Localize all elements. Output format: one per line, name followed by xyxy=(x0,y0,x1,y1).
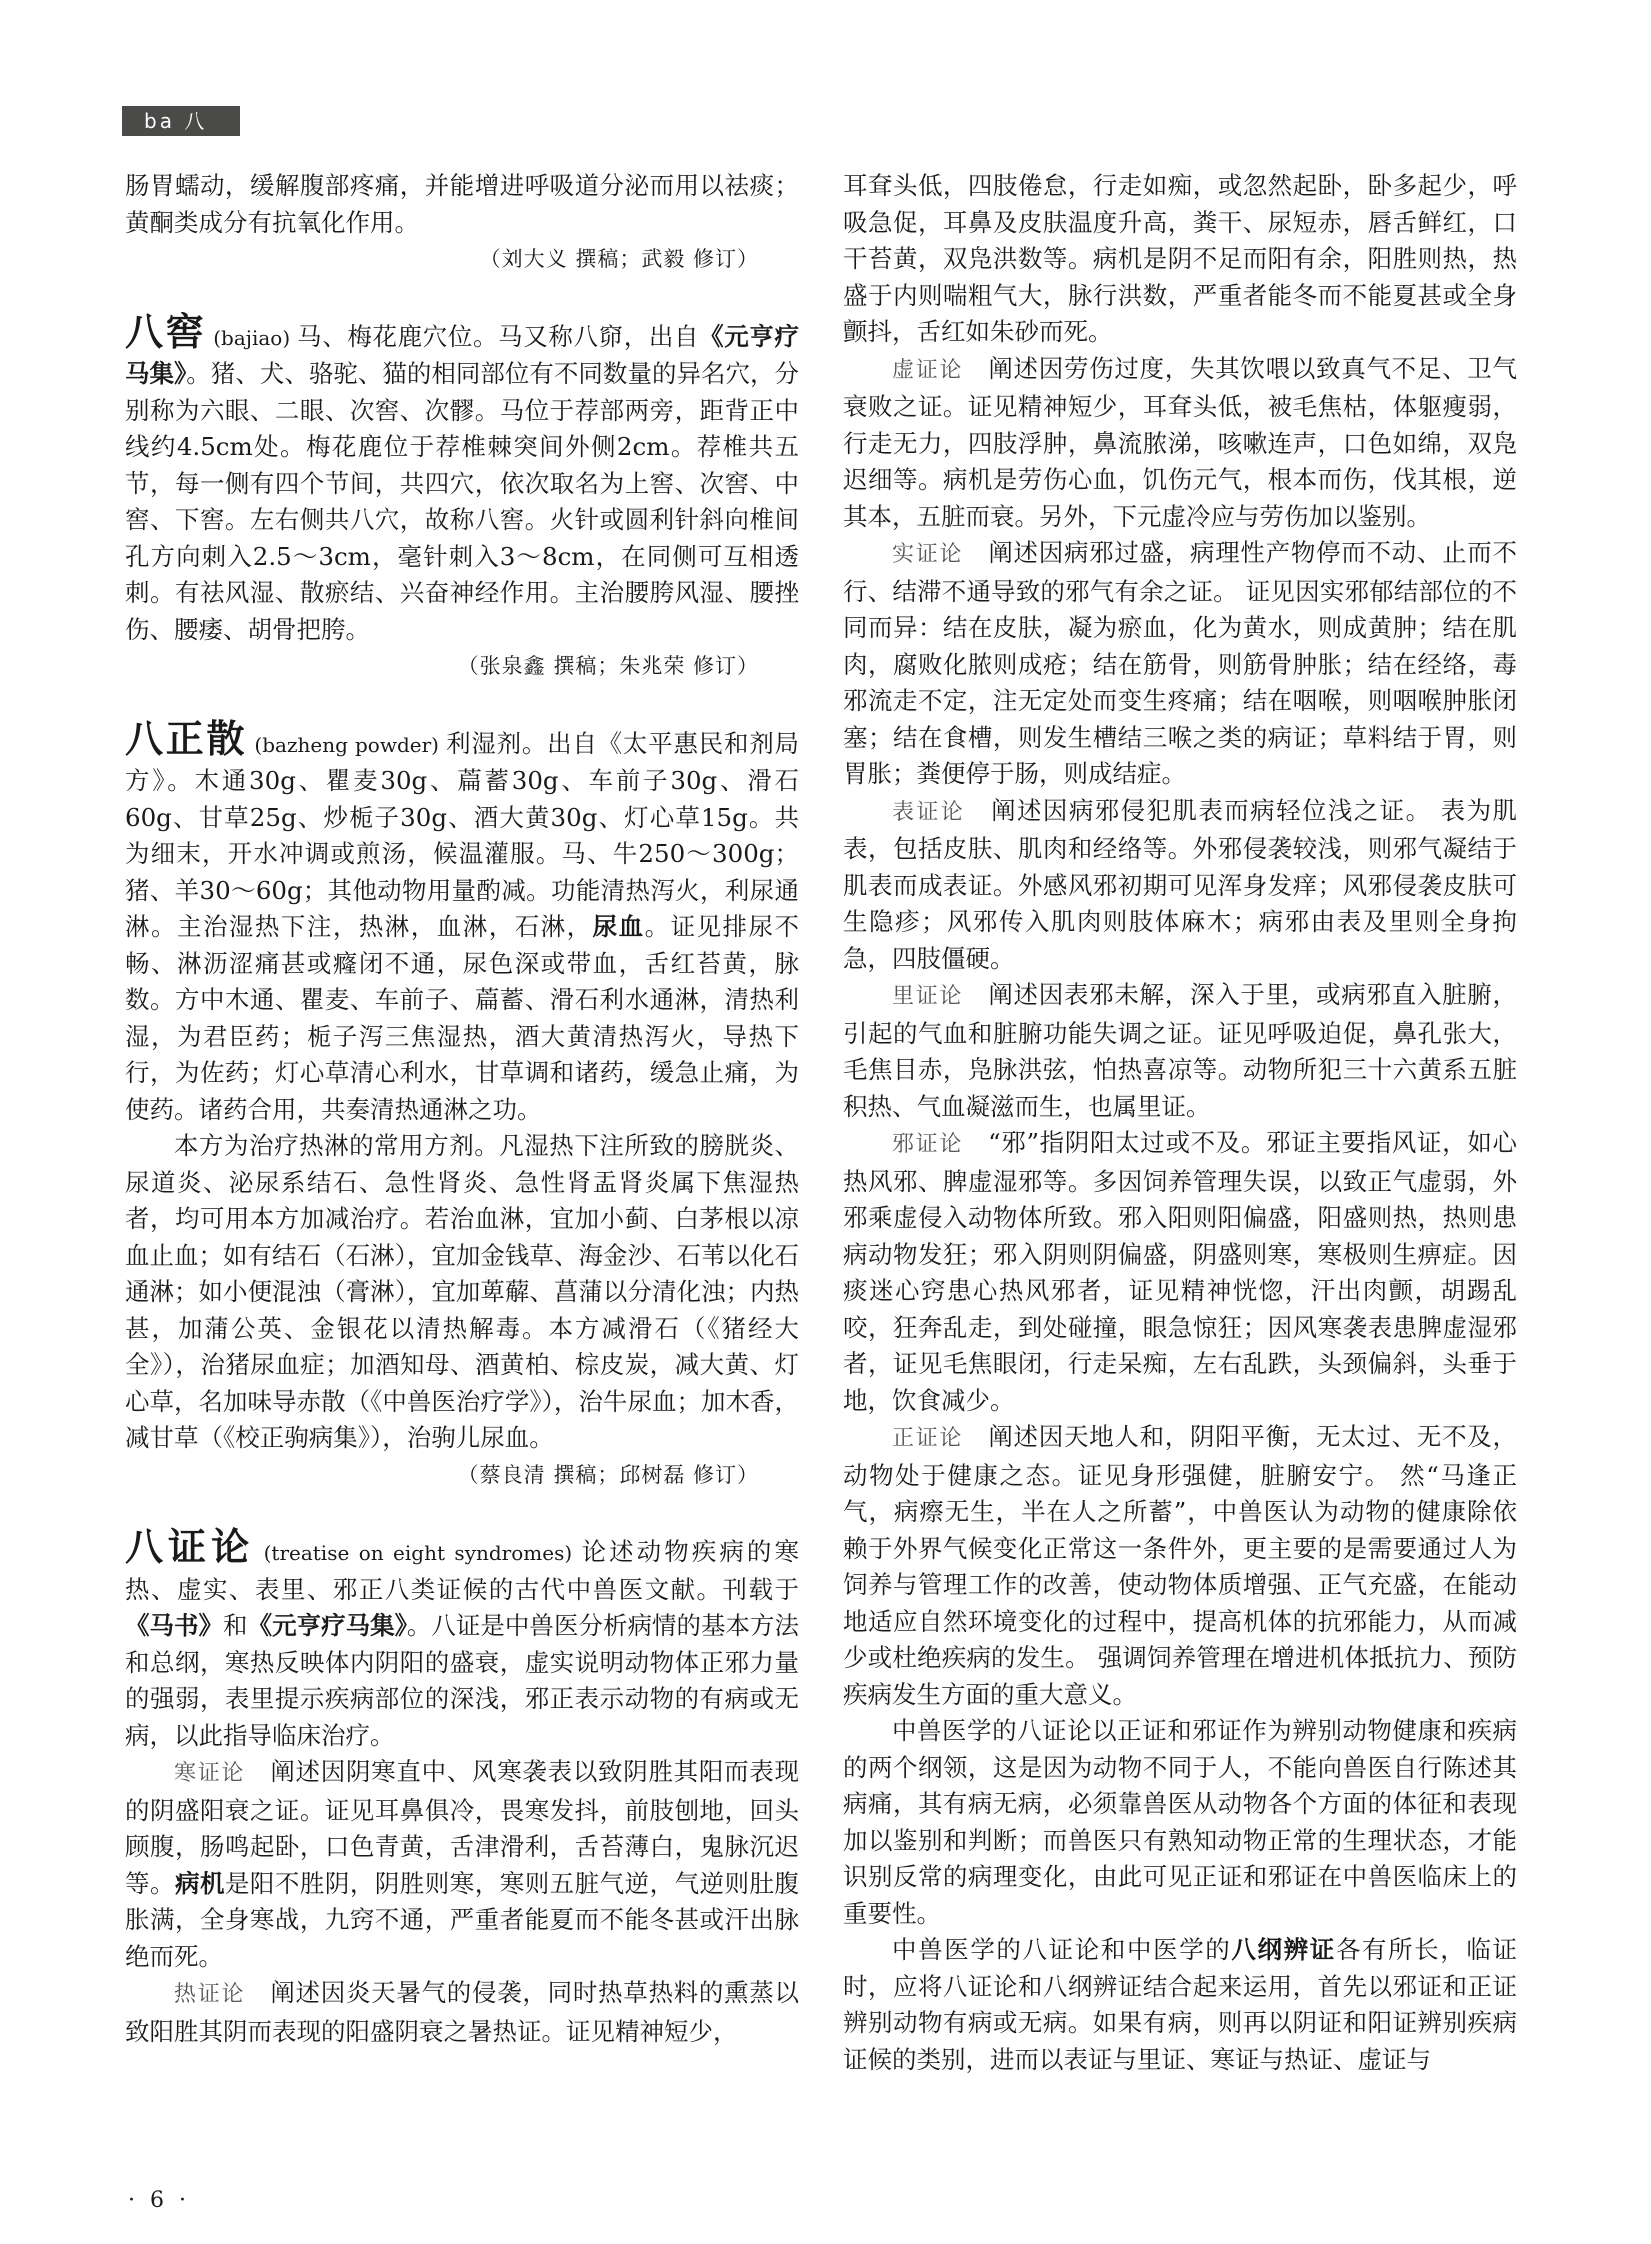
entry-title: 八窖 xyxy=(125,308,207,354)
page-number: · 6 · xyxy=(128,2188,190,2213)
entry-body: 八证论 (treatise on eight syndromes) 论述动物疾病的寒热、虚实、表里、邪正八类证候的古代中兽医文献。刊载于《马书》和《元亨疗马集》。八证是中兽医分析病情的基本方法和总纲，寒热反映体内阴阳的盛衰，虚实说明动物体正邪力量的强弱，表里提示疾病部位的深浅，邪正表示动物的有病或无病，以此指导临床治疗。 xyxy=(125,1524,800,1750)
cross-reference: 病机 xyxy=(174,1868,225,1898)
subsection-label: 邪证论 xyxy=(892,1132,963,1157)
entry-bajiao xyxy=(125,308,800,685)
continued-paragraph: 肠胃蠕动，缓解腹部疼痛，并能增进呼吸道分泌而用以祛痰；黄酮类成分有抗氧化作用。 xyxy=(125,171,799,237)
continued-paragraph: 耳耷头低，四肢倦怠，行走如痴，或忽然起卧，卧多起少，呼吸急促，耳鼻及皮肤温度升高，粪干、尿短赤，唇舌鲜红，口干苔黄，双凫洪数等。病机是阴不足而阳有余，阳胜则热，热盛于内则喘粗气大，脉行洪数，严重者能冬而不能夏甚或全身颤抖，舌红如朱砂而死。 xyxy=(843,171,1517,346)
entry-paragraph: 本方为治疗热淋的常用方剂。凡湿热下注所致的膀胱炎、尿道炎、泌尿系结石、急性肾炎、急性肾盂肾炎属下焦湿热者，均可用本方加减治疗。若治血淋，宜加小蓟、白茅根以凉血止血；如有结石（石淋），宜加金钱草、海金沙、石苇以化石通淋；如小便混浊（膏淋），宜加萆薢、菖蒲以分清化浊；内热甚，加蒲公英、金银花以清热解毒。本方减滑石（《猪经大全》），治猪尿血症；加酒知母、酒黄柏、棕皮炭，减大黄、灯心草，名加味导赤散（《中兽医治疗学》），治牛尿血；加木香，减甘草（《校正驹病集》），治驹儿尿血。 xyxy=(125,1131,799,1452)
page-header-tab: ba 八 xyxy=(122,106,240,136)
cross-reference: 八纲辨证 xyxy=(1231,1935,1336,1964)
entry-bazheng-powder xyxy=(125,715,800,1494)
subsection-han: 寒证论 阐述因阴寒直中、风寒袭表以致阴胜其阳而表现的阴盛阳衰之证。证见耳鼻俱冷，畏寒发抖，前肢刨地，回头顾腹，肠鸣起卧，口色青黄，舌津滑利，舌苔薄白，鬼脉沉迟等。病机是阳不胜阴，阴胜则寒，寒则五脏气逆，气逆则肚腹胀满，全身寒战，九窍不通，严重者能夏而不能冬甚或汗出脉绝而死。 xyxy=(125,1757,800,1971)
entry-title: 八证论 xyxy=(125,1524,255,1569)
subsection-label: 热证论 xyxy=(174,1982,246,2007)
author-credit: （蔡良清 撰稿；邱树磊 修订） xyxy=(457,1462,759,1487)
entry-title: 八正散 xyxy=(125,715,248,761)
subsection-zheng: 正证论 阐述因天地人和，阴阳平衡，无太过、无不及，动物处于健康之态。证见身形强健，脏腑安宁。 然“马逢正气，病瘵无生，半在人之所蓄”，中兽医认为动物的健康除依赖于外界气候变化正常这一条件外，更主要的是需要通过人为饲养与管理工作的改善，使动物体质增强、正气充盛，在能动地适应自然环境变化的过程中，提高机体的抗邪能力，从而减少或杜绝疾病的发生。 强调饲养管理在增进机体抵抗力、预防疾病发生方面的重大意义。 xyxy=(843,1422,1517,1709)
left-column xyxy=(125,168,799,2050)
book-reference: 《元亨疗马集》 xyxy=(125,321,799,388)
subsection-label: 正证论 xyxy=(892,1426,964,1451)
entry-paragraph: 中兽医学的八证论和中医学的八纲辨证各有所长，临证时，应将八证论和八纲辨证结合起来运用，首先以邪证和正证辨别动物有病或无病。如果有病，则再以阴证和阳证辨别疾病证候的类别，进而以表证与里证、寒证与热证、虚证与 xyxy=(843,1935,1518,2074)
entry-pinyin: (bajiao) xyxy=(206,325,298,350)
subsection-shi: 实证论 阐述因病邪过盛，病理性产物停而不动、止而不行、结滞不通导致的邪气有余之证。 证见因实邪郁结部位的不同而异：结在皮肤，凝为瘀血，化为黄水，则成黄肿；结在肌肉，腐败化脓则成疮；结在筋骨，则筋骨肿胀；结在经络，毒邪流走不定，注无定处而变生疼痛；结在咽喉，则咽喉肿胀闭塞；结在食槽，则发生槽结三喉之类的病证；草料结于胃，则胃胀；粪便停于肠，则成结症。 xyxy=(843,538,1517,788)
subsection-label: 寒证论 xyxy=(174,1761,246,1786)
subsection-re: 热证论 阐述因炎天暑气的侵袭，同时热草热料的熏蒸以致阳胜其阴而表现的阳盛阴衰之暑热证。证见精神短少， xyxy=(125,1978,799,2046)
subsection-li: 里证论 阐述因表邪未解，深入于里，或病邪直入脏腑，引起的气血和脏腑功能失调之证。证见呼吸迫促，鼻孔张大，毛焦目赤，凫脉洪弦，怕热喜凉等。动物所犯三十六黄系五脏积热、气血凝滋而生，也属里证。 xyxy=(843,980,1517,1121)
entry-english: (bazheng powder) xyxy=(247,732,447,757)
subsection-label: 里证论 xyxy=(892,984,964,1009)
author-credit: （张泉鑫 撰稿；朱兆荣 修订） xyxy=(457,654,759,678)
cross-reference: 尿血 xyxy=(592,912,645,941)
entry-bazheng-lun xyxy=(125,1524,800,2050)
subsection-biao: 表证论 阐述因病邪侵犯肌表而病轻位浅之证。 表为肌表，包括皮肤、肌肉和经络等。外邪侵袭较浅，则邪气凝结于肌表而成表证。外感风邪初期可见浑身发痒；风邪侵袭皮肤可生隐疹；风邪传入肌肉则肢体麻木；病邪由表及里则全身拘急，四肢僵硬。 xyxy=(843,795,1517,973)
subsection-label: 实证论 xyxy=(892,542,964,567)
author-credit: （刘大义 撰稿；武毅 修订） xyxy=(479,247,759,271)
entry-english: (treatise on eight syndromes) xyxy=(254,1541,582,1565)
subsection-xu: 虚证论 阐述因劳伤过度，失其饮喂以致真气不足、卫气衰败之证。证见精神短少，耳耷头低，被毛焦枯，体躯瘦弱，行走无力，四肢浮肿，鼻流脓涕，咳嗽连声，口色如绵，双凫迟细等。病机是劳伤心血，饥伤元气，根本而伤，伐其根，逆其本，五脏而衰。另外，下元虚冷应与劳伤加以鉴别。 xyxy=(843,353,1517,531)
subsection-xie: 邪证论 “邪”指阴阳太过或不及。邪证主要指风证，如心热风邪、脾虚湿邪等。多因饲养管理失误，以致正气虚弱，外邪乘虚侵入动物体所致。邪入阳则阳偏盛，阳盛则热，热则患病动物发狂；邪入阴则阴偏盛，阴盛则寒，寒极则生痹症。因痰迷心窍患心热风邪者，证见精神恍惚，汗出肉颤，胡踢乱咬，狂奔乱走，到处碰撞，眼急惊狂；因风寒袭表患脾虚湿邪者，证见毛焦眼闭，行走呆痴，左右乱跌，头颈偏斜，头垂于地，饮食减少。 xyxy=(843,1128,1517,1415)
right-column xyxy=(843,168,1517,2078)
entry-paragraph: 中兽医学的八证论以正证和邪证作为辨别动物健康和疾病的两个纲领，这是因为动物不同于人，不能向兽医自行陈述其病痛，其有病无病，必须靠兽医从动物各个方面的体征和表现加以鉴别和判断；而兽医只有熟知动物正常的生理状态，才能识别反常的病理变化，由此可见正证和邪证在中兽医临床上的重要性。 xyxy=(843,1716,1517,1928)
entry-body: 八窖 (bajiao) 马、梅花鹿穴位。马又称八窌，出自《元亨疗马集》。猪、犬、骆驼、猫的相同部位有不同数量的异名穴，分别称为六眼、二眼、次窖、次髎。马位于荐部两旁，距背正中线约4.5cm处。梅花鹿位于荐椎棘突间外侧2cm。荐椎共五节，每一侧有四个节间，共四穴，依次取名为上窖、次窖、中窖、下窖。左右侧共八穴，故称八窖。火针或圆利针斜向椎间孔方向刺入2.5～3cm，毫针刺入3～8cm，在同侧可互相透刺。有祛风湿、散瘀结、兴奋神经作用。主治腰胯风湿、腰挫伤、腰痿、胡骨把胯。 xyxy=(125,308,800,644)
entry-body: 八正散 (bazheng powder) 利湿剂。出自《太平惠民和剂局方》。木通30g、瞿麦30g、萹蓄30g、车前子30g、滑石60g、甘草25g、炒栀子30g、酒大黄30g、灯心草15g。共为细末，开水冲调或煎汤，候温灌服。马、牛250～300g；猪、羊30～60g；其他动物用量酌减。功能清热泻火，利尿通淋。主治湿热下注，热淋，血淋，石淋，尿血。证见排尿不畅、淋沥涩痛甚或癃闭不通，尿色深或带血，舌红苔黄，脉数。方中木通、瞿麦、车前子、萹蓄、滑石利水通淋，清热利湿，为君臣药；栀子泻三焦湿热，酒大黄清热泻火，导热下行，为佐药；灯心草清心利水，甘草调和诸药，缓急止痛，为使药。诸药合用，共奏清热通淋之功。 xyxy=(125,715,800,1124)
subsection-label: 虚证论 xyxy=(892,357,964,383)
book-reference: 《马书》 xyxy=(125,1611,224,1640)
book-reference: 《元亨疗马集》 xyxy=(247,1611,407,1640)
subsection-label: 表证论 xyxy=(892,799,966,825)
